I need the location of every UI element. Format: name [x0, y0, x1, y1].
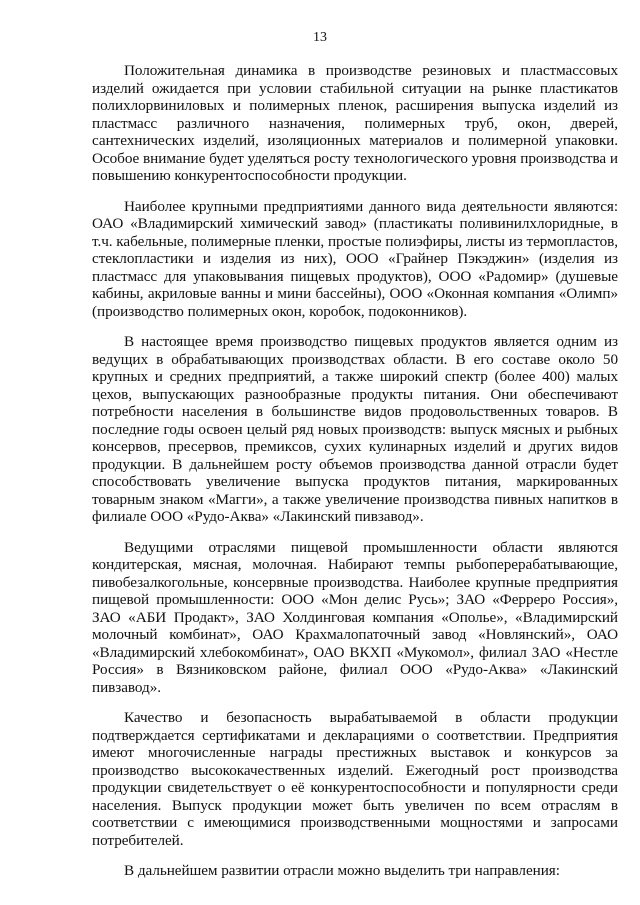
paragraph-three-directions: В дальнейшем развитии отрасли можно выделить три направления:	[124, 862, 560, 879]
paragraph-leading-food-branches: Ведущими отраслями пищевой промышленности области являются кондитерская, мясная, молочная. Набирают темпы рыбоперерабатывающие, пивобезалкогольные, консервные производства. Наиболее крупные предприятия пищевой промышленности: ООО «Мон делис Русь»; ЗАО «Ферреро Россия», ЗАО «АБИ Продакт», ЗАО Холдинговая компания «Ополье», «Владимирский молочный комбинат», ОАО Крахмалопаточный завод «Новлянский», ОАО «Владимирский хлебокомбинат», ОАО ВКХП «Мукомол», филиал ЗАО «Нестле Россия» в Вязниковском районе, филиал ООО «Рудо-Аква» «Лакинский пивзавод».	[92, 538, 618, 696]
paragraph-quality-safety: Качество и безопасность вырабатываемой в области продукции подтверждается сертификатами и декларациями о соответствии. Предприятия имеют многочисленные награды престижных выставок и конкурсов за производство высококачественных изделий. Ежегодный рост производства продукции свидетельствует о её конкурентоспособности и популярности среди населения. Выпуск продукции может быть увеличен по всем отраслям в соответствии с имеющимися производственными мощностями и запросами потребителей.	[92, 709, 618, 849]
paragraph-food-production: В настоящее время производство пищевых продуктов является одним из ведущих в обрабатывающих производствах области. В его составе около 50 крупных и средних предприятий, а также широкий спектр (более 400) малых цехов, выпускающих разнообразные продукты питания. Они обеспечивают потребности населения в большинстве видов продовольственных товаров. В последние годы освоен целый ряд новых производств: выпуск мясных и рыбных консервов, пресервов, премиксов, сухих кулинарных изделий и других видов продукции. В дальнейшем росту объемов производства данной отрасли будет способствовать увеличение выпуска продуктов питания, маркированных товарным знаком «Магги», а также увеличение производства пивных напитков в филиале ООО «Рудо-Аква» «Лакинский пивзавод».	[92, 333, 618, 525]
page-number: 13	[313, 30, 327, 45]
document-body	[92, 62, 618, 880]
paragraph-largest-enterprises: Наиболее крупными предприятиями данного вида деятельности являются: ОАО «Владимирский химический завод» (пластикаты поливинилхлоридные, в т.ч. кабельные, полимерные пленки, простые полиэфиры, листы из термопластов, стеклопластики и изделия из них), ООО «Грайнер Пэкэджин» (изделия из пластмасс для упаковывания пищевых продуктов), ООО «Радомир» (душевые кабины, акриловые ванны и мини бассейны), ООО «Оконная компания «Олимп» (производство полимерных окон, коробок, подоконников).	[92, 197, 618, 320]
paragraph-rubber-plastics-outlook: Положительная динамика в производстве резиновых и пластмассовых изделий ожидается при условии стабильной ситуации на рынке пластикатов полихлорвиниловых и полимерных пленок, расширения выпуска изделий из пластмасс различного назначения, полимерных труб, окон, дверей, сантехнических изделий, изоляционных материалов и полимерной упаковки. Особое внимание будет уделяться росту технологического уровня производства и повышению конкурентоспособности продукции.	[92, 62, 618, 184]
